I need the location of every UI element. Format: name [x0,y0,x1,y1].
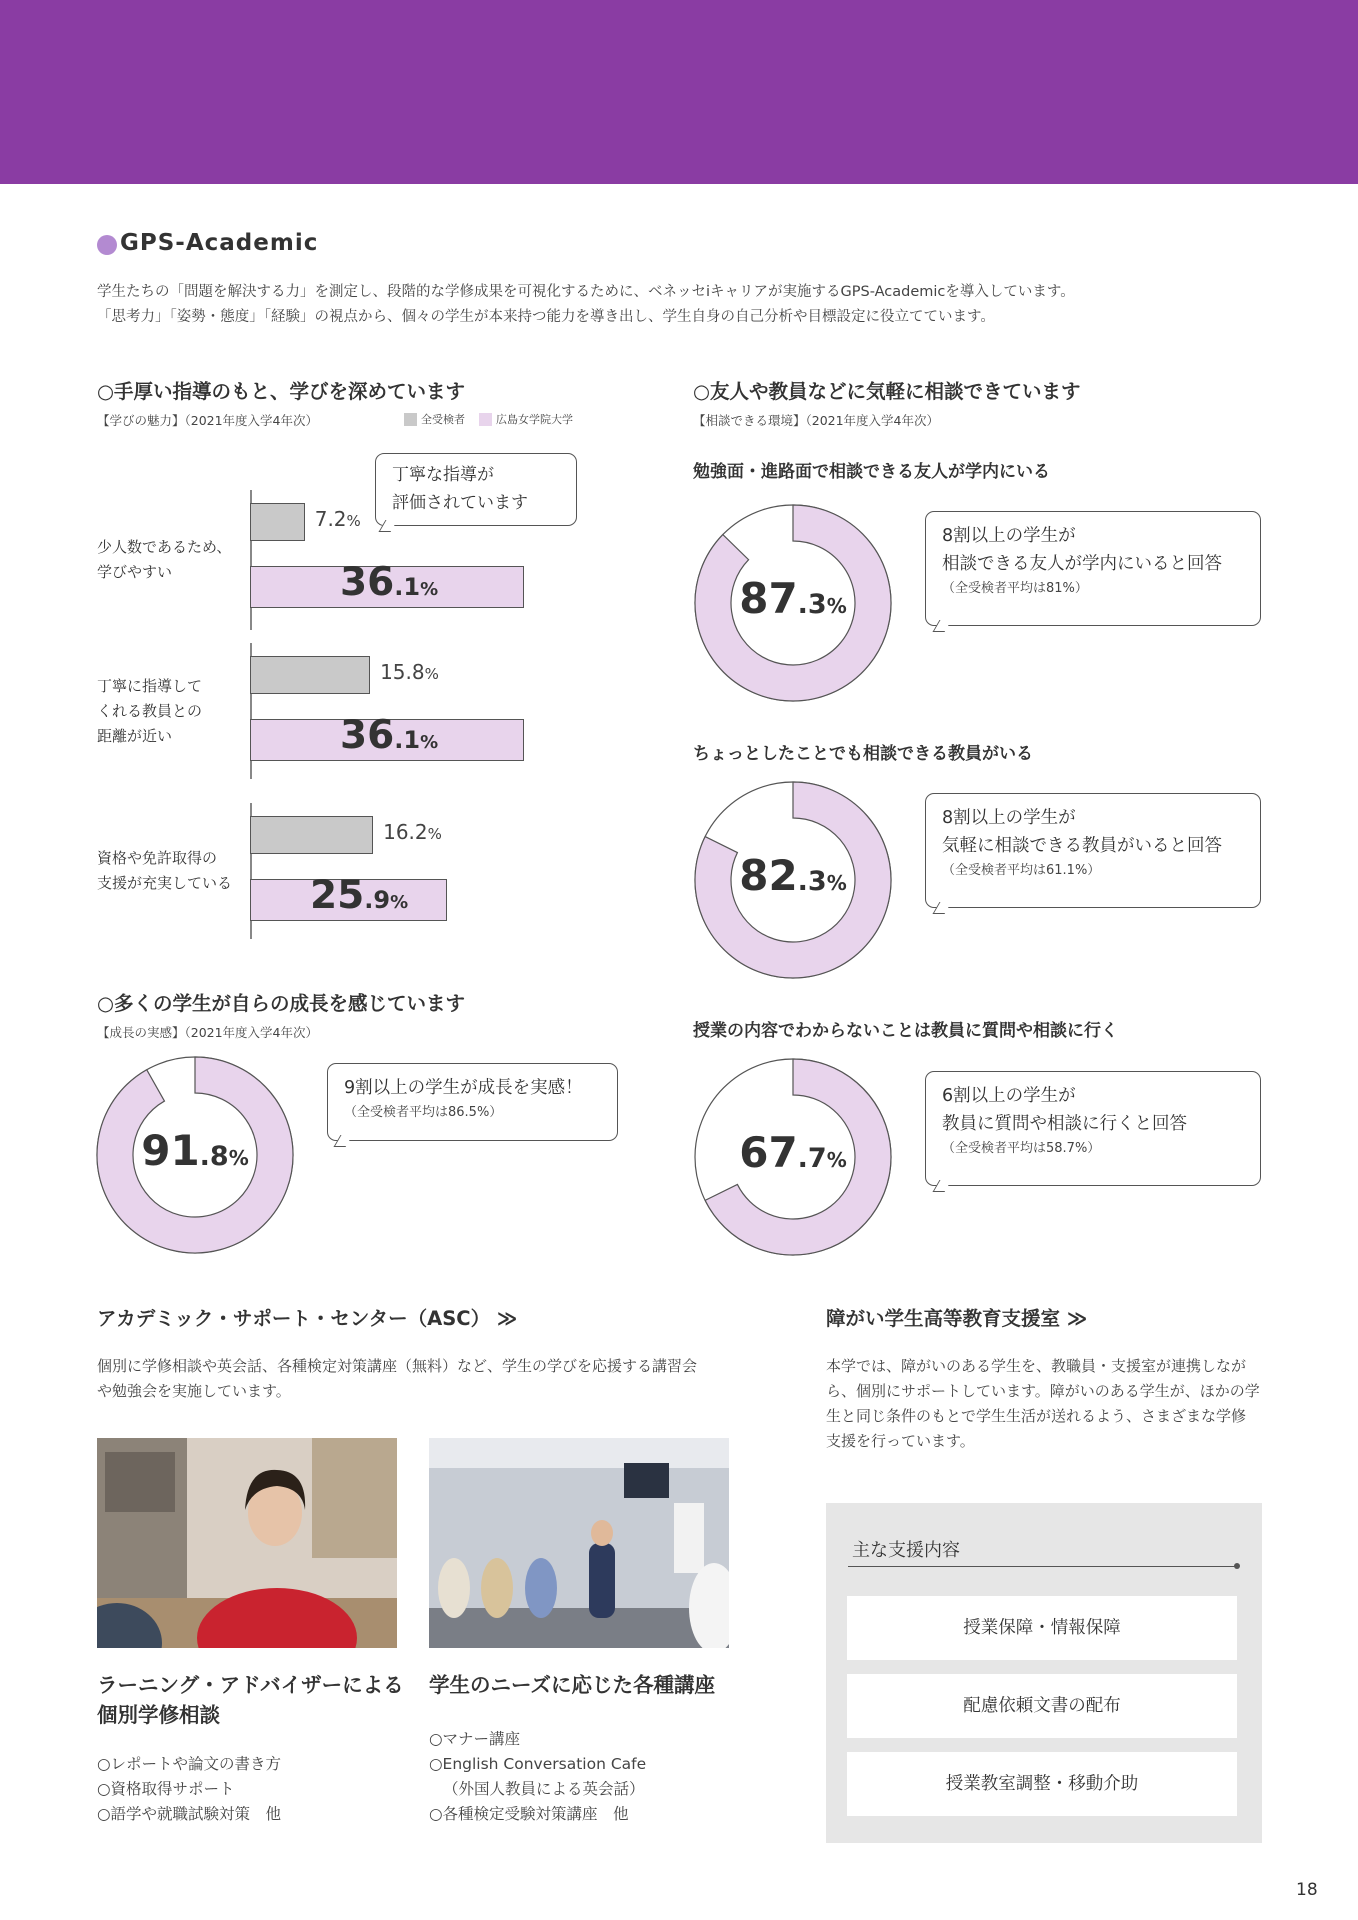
list-item: ○語学や就職試験対策 他 [97,1805,282,1823]
bar-category-label [97,535,231,585]
bubble-note: （全受検者平均は86.5%） [344,1105,503,1120]
bar-all-examinees [250,503,305,541]
donut-value-dec: .7 [797,1143,827,1174]
asc-col1-title-line: ラーニング・アドバイザーによる [97,1673,404,1697]
gps-intro [97,280,1297,330]
gps-intro-line: 「思考力」「姿勢・態度」「経験」の視点から、個々の学生が本来持つ能力を導き出し、学生自身の自己分析や目標設定に役立てています。 [97,309,995,325]
consult-question: 勉強面・進路面で相談できる友人が学内にいる [693,462,1050,482]
bar-category-label-line: 丁寧に指導して [97,676,203,695]
value-dec: .1 [394,726,421,754]
value-number: 16.2 [383,820,428,844]
disability-heading[interactable] [826,1303,1087,1331]
growth-bubble [327,1063,618,1141]
bubble-line: 気軽に相談できる教員がいると回答 [942,836,1222,856]
value-unit: % [390,892,409,913]
bar-category-label-line: 距離が近い [97,726,173,745]
value-int: 36 [340,713,395,758]
donut-value-int: 82 [739,851,798,900]
photo-student [481,1558,513,1618]
bubble-line: 8割以上の学生が [942,526,1076,546]
consult-question: 授業の内容でわからないことは教員に質問や相談に行く [693,1021,1118,1041]
legend-swatch-hju [479,413,492,426]
page-number: 18 [1296,1880,1318,1900]
bubble-line: 評価されています [392,493,528,513]
donut-value-int: 67 [739,1128,798,1177]
list-item: （外国人教員による英会話） [443,1780,645,1798]
bar-category-label-line: 学びやすい [97,563,173,581]
section-bullet-icon [97,235,117,255]
value-number: 15.8 [380,660,425,684]
bar-all-examinees [250,816,373,854]
donut-value-pct: % [826,871,847,895]
legend-swatch-all [404,413,417,426]
donut-value-pct: % [228,1146,249,1170]
disability-desc-line: ら、個別にサポートしています。障がいのある学生が、ほかの学 [826,1382,1260,1400]
disability-desc-line: 生と同じ条件のもとで学生生活が送れるよう、さまざまな学修 [826,1407,1247,1425]
consultation-photo-image [97,1438,397,1648]
bar-category-label [97,674,202,749]
value-int: 36 [340,560,395,605]
consult-donut-value [693,1128,893,1177]
gps-title: GPS-Academic [120,230,319,256]
value-unit: % [424,665,439,683]
donut-value-dec: .3 [797,866,827,897]
bar-all-examinees-value [315,507,361,531]
bar-hju-value [310,873,408,918]
bubble-note: （全受検者平均は58.7%） [942,1141,1101,1156]
bar-all-examinees-value [383,820,442,844]
bar-category-label-line: くれる教員との [97,701,203,720]
learning-heading: ○手厚い指導のもと、学びを深めています [97,380,466,403]
bar-hju-value [340,560,438,605]
bar-all-examinees-value [380,660,439,684]
bubble-note: （全受検者平均は81%） [942,581,1088,596]
value-int: 25 [310,873,365,918]
asc-desc [97,1354,757,1404]
consult-question: ちょっとしたことでも相談できる教員がいる [693,744,1033,764]
chevron-right-icon: ≫ [1066,1307,1088,1330]
value-dec: .1 [394,573,421,601]
consultation-photo [97,1438,397,1648]
value-unit: % [420,579,439,600]
consult-bubble [925,1071,1261,1186]
asc-heading[interactable] [97,1303,517,1331]
list-item: ○レポートや論文の書き方 [97,1755,282,1773]
support-box-divider [848,1566,1236,1567]
bar-category-label [97,846,232,896]
consult-donut-value [693,574,893,623]
classroom-photo-image [429,1438,729,1648]
photo-monitor [624,1463,669,1498]
asc-col1-list [97,1752,281,1827]
bubble-line: 6割以上の学生が [942,1086,1076,1106]
learning-note: 【学びの魅力】（2021年度入学4年次） [97,413,319,428]
consult-bubble [925,793,1261,908]
photo-whiteboard [674,1503,704,1573]
bubble-line: 丁寧な指導が [392,465,494,485]
bar-all-examinees [250,656,370,694]
list-item: ○English Conversation Cafe [429,1755,647,1773]
donut-value-int: 91 [141,1126,200,1175]
asc-col1-title-line: 個別学修相談 [97,1703,220,1727]
value-unit: % [420,732,439,753]
asc-heading-text: アカデミック・サポート・センター（ASC） [97,1307,491,1330]
disability-heading-text: 障がい学生高等教育支援室 [826,1307,1061,1330]
header-band [0,0,1358,184]
donut-value-pct: % [826,1148,847,1172]
disability-desc-line: 本学では、障がいのある学生を、教職員・支援室が連携しなが [826,1357,1247,1375]
bubble-line: 教員に質問や相談に行くと回答 [942,1114,1187,1134]
growth-heading: ○多くの学生が自らの成長を感じています [97,992,466,1015]
photo-board [312,1438,397,1558]
value-number: 7.2 [314,507,347,531]
photo-student [525,1558,557,1618]
bubble-line: 相談できる友人が学内にいると回答 [942,554,1222,574]
consult-donut-value [693,851,893,900]
bubble-line: 9割以上の学生が成長を実感！ [344,1078,583,1098]
list-item: ○各種検定受験対策講座 他 [429,1805,629,1823]
learning-bubble [375,453,577,526]
disability-desc-line: 支援を行っています。 [826,1432,975,1450]
donut-value-dec: .8 [199,1141,229,1172]
classroom-photo [429,1438,729,1648]
legend-label-hju: 広島女学院大学 [496,413,573,426]
gps-intro-line: 学生たちの「問題を解決する力」を測定し、段階的な学修成果を可視化するために、ベネッセiキャリアが実施するGPS-Academicを導入しています。 [97,284,1075,300]
asc-col2-title-line: 学生のニーズに応じた各種講座 [429,1673,715,1697]
growth-note: 【成長の実感】（2021年度入学4年次） [97,1025,319,1040]
asc-col2-list [429,1727,646,1827]
donut-value-int: 87 [739,574,798,623]
bar-category-label-line: 資格や免許取得の [97,849,218,867]
photo-ceiling [429,1438,729,1468]
asc-desc-line: 個別に学修相談や英会話、各種検定対策講座（無料）など、学生の学びを応援する講習会 [97,1357,698,1375]
growth-donut-value [95,1126,295,1175]
donut-value-pct: % [826,594,847,618]
value-unit: % [427,825,442,843]
photo-presenter [589,1543,615,1618]
bar-hju-value [340,713,438,758]
consult-note: 【相談できる環境】（2021年度入学4年次） [693,413,940,428]
bubble-note: （全受検者平均は61.1%） [942,863,1101,878]
value-unit: % [346,512,361,530]
photo-floor [429,1608,729,1648]
bar-category-label-line: 少人数であるため、 [97,538,232,556]
support-box-title: 主な支援内容 [852,1540,960,1561]
list-item: ○マナー講座 [429,1730,521,1748]
divider-dot [1234,1563,1240,1569]
photo-student [438,1558,470,1618]
bubble-line: 8割以上の学生が [942,808,1076,828]
consult-bubble [925,511,1261,626]
asc-col1-title [97,1670,404,1730]
list-item: ○資格取得サポート [97,1780,235,1798]
value-dec: .9 [364,886,391,914]
support-item: 授業保障・情報保障 [847,1596,1237,1660]
photo-presenter-face [591,1520,613,1546]
disability-desc [826,1354,1266,1454]
consult-heading: ○友人や教員などに気軽に相談できています [693,380,1081,403]
asc-col2-title [429,1670,715,1700]
legend-label-all: 全受検者 [421,413,465,426]
donut-value-dec: .3 [797,589,827,620]
chevron-right-icon: ≫ [496,1307,518,1330]
bar-category-label-line: 支援が充実している [97,874,233,892]
support-item: 授業教室調整・移動介助 [847,1752,1237,1816]
photo-shelf-dark [105,1452,175,1512]
asc-desc-line: や勉強会を実施しています。 [97,1382,291,1400]
support-item: 配慮依頼文書の配布 [847,1674,1237,1738]
